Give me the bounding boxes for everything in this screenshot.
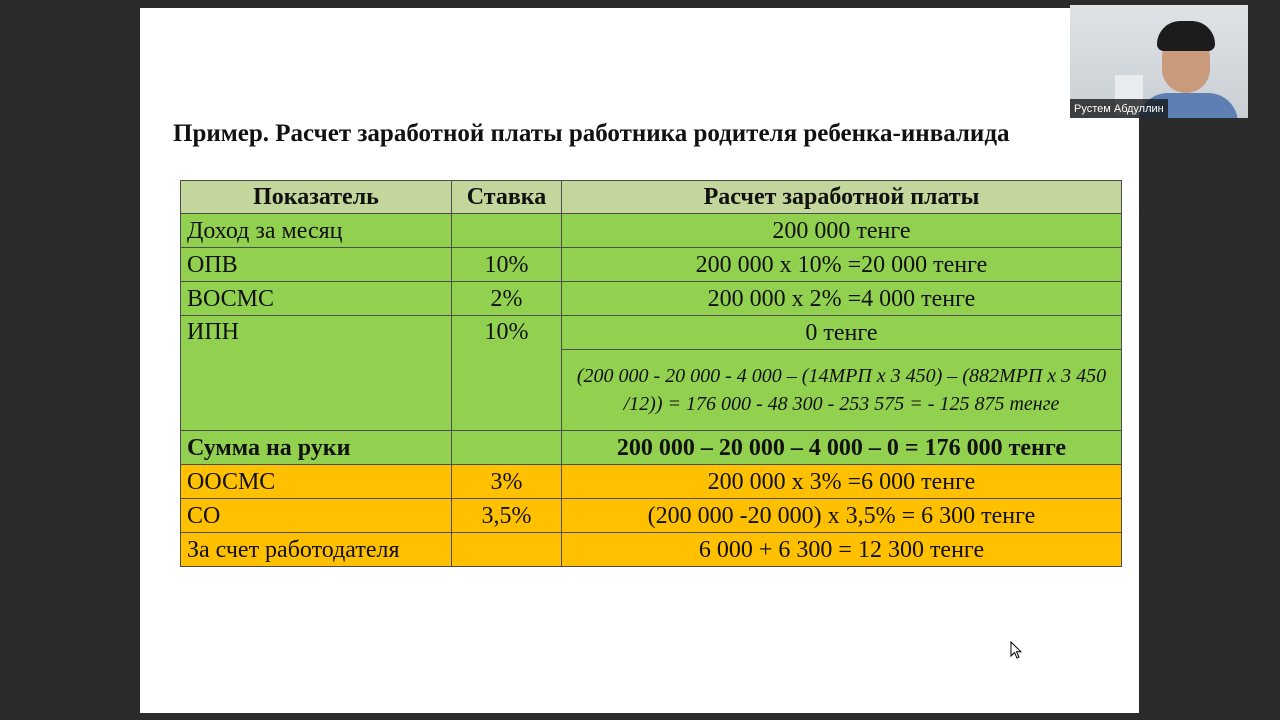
- indicator-cell: Сумма на руки: [181, 431, 452, 465]
- header-indicator: Показатель: [181, 181, 452, 214]
- table-row: [181, 282, 1122, 316]
- rate-cell: 2%: [452, 282, 562, 316]
- ipn-formula-cell: (200 000 - 20 000 - 4 000 – (14МРП х 3 450) – (882МРП х 3 450 /12)) = 176 000 - 48 300 - 253 575 = - 125 875 тенге: [562, 350, 1122, 431]
- table-header-row: [181, 181, 1122, 214]
- rate-cell: 10%: [452, 316, 562, 431]
- indicator-cell: ИПН: [181, 316, 452, 431]
- table-row: [181, 248, 1122, 282]
- mouse-pointer-icon: [1010, 641, 1022, 659]
- calc-cell: 200 000 х 10% =20 000 тенге: [562, 248, 1122, 282]
- indicator-cell: СО: [181, 499, 452, 533]
- rate-cell: 3%: [452, 465, 562, 499]
- indicator-cell: ВОСМС: [181, 282, 452, 316]
- presentation-slide: [140, 8, 1139, 713]
- table-row: [181, 533, 1122, 567]
- calc-cell: 0 тенге: [562, 316, 1122, 350]
- indicator-cell: ООСМС: [181, 465, 452, 499]
- participant-hair: [1157, 21, 1215, 51]
- indicator-cell: Доход за месяц: [181, 214, 452, 248]
- calc-cell: 6 000 + 6 300 = 12 300 тенге: [562, 533, 1122, 567]
- indicator-cell: ОПВ: [181, 248, 452, 282]
- participant-name: Рустем Абдуллин: [1070, 99, 1168, 118]
- salary-table: [180, 180, 1122, 567]
- slide-title: Пример. Расчет заработной платы работника родителя ребенка-инвалида: [173, 120, 1010, 147]
- calc-cell: 200 000 тенге: [562, 214, 1122, 248]
- calc-cell: (200 000 -20 000) х 3,5% = 6 300 тенге: [562, 499, 1122, 533]
- rate-cell: [452, 533, 562, 567]
- header-calculation: Расчет заработной платы: [562, 181, 1122, 214]
- header-rate: Ставка: [452, 181, 562, 214]
- rate-cell: [452, 431, 562, 465]
- rate-cell: [452, 214, 562, 248]
- rate-cell: 3,5%: [452, 499, 562, 533]
- participant-video-tile[interactable]: [1070, 5, 1248, 118]
- table-row: [181, 316, 1122, 350]
- indicator-cell: За счет работодателя: [181, 533, 452, 567]
- rate-cell: 10%: [452, 248, 562, 282]
- calc-cell: 200 000 х 2% =4 000 тенге: [562, 282, 1122, 316]
- table-row: [181, 465, 1122, 499]
- calc-cell: 200 000 – 20 000 – 4 000 – 0 = 176 000 тенге: [562, 431, 1122, 465]
- table-row: [181, 499, 1122, 533]
- table-row: [181, 431, 1122, 465]
- calc-cell: 200 000 х 3% =6 000 тенге: [562, 465, 1122, 499]
- table-row: [181, 214, 1122, 248]
